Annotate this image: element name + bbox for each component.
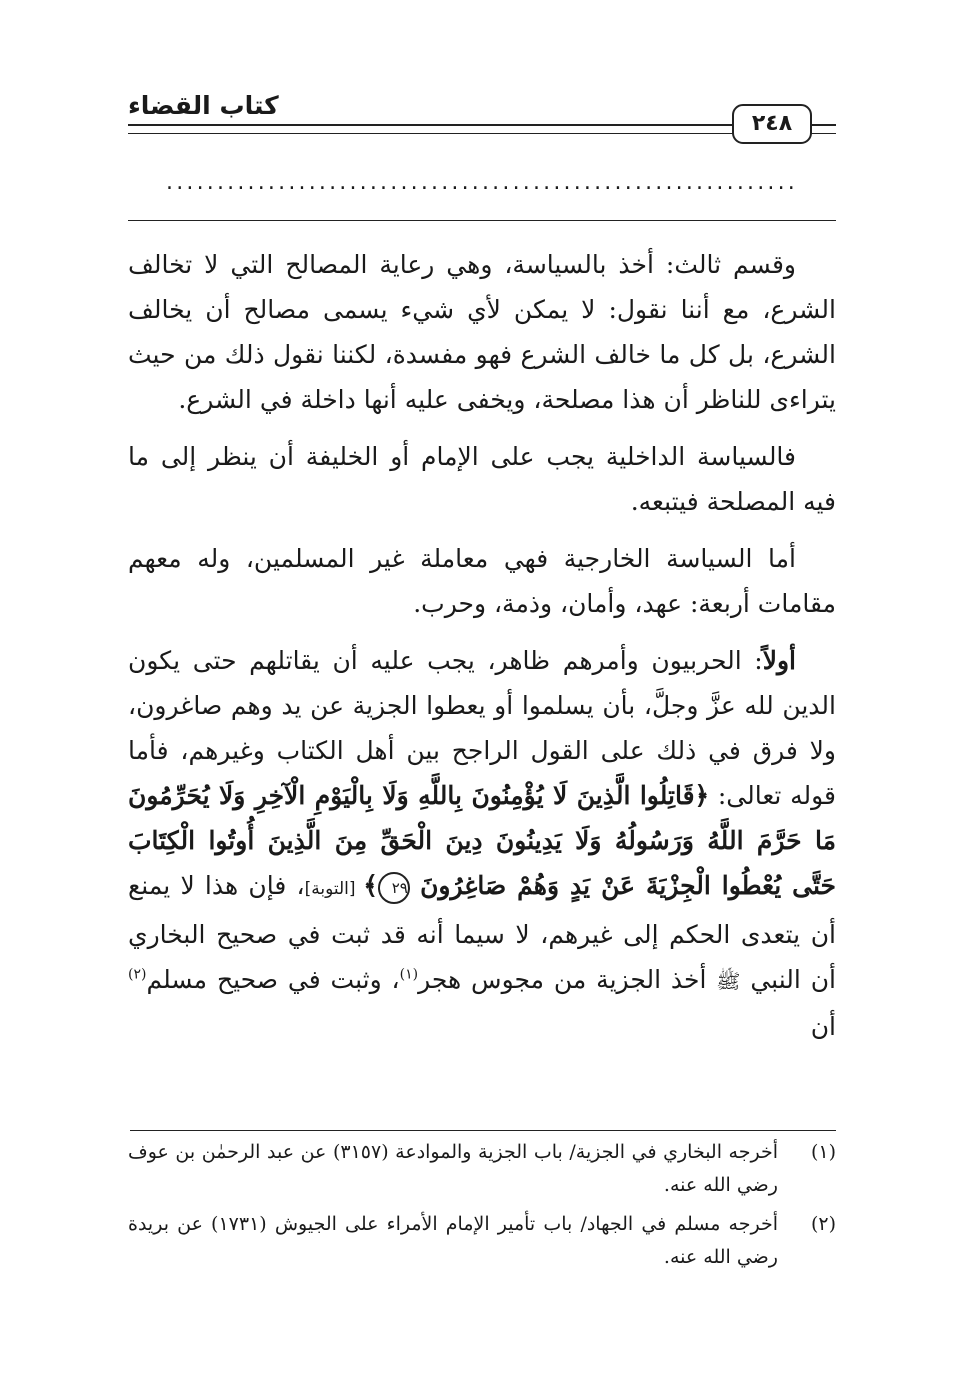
page-number: ٢٤٨ <box>732 104 812 144</box>
footnote-number: (٢) <box>810 1213 836 1235</box>
paragraph-4-text-e: أن <box>810 1012 836 1041</box>
paragraph-4 <box>128 638 836 1049</box>
footnote-text: أخرجه مسلم في الجهاد/ باب تأمير الإمام الأمراء على الجيوش (١٧٣١) عن بريدة رضي الله عنه. <box>128 1213 778 1268</box>
header-double-rule <box>128 124 836 134</box>
page-header <box>128 88 836 148</box>
footnote-ref-1[interactable]: (١) <box>399 966 419 983</box>
footnotes <box>128 1136 836 1280</box>
paragraph-4-text-b: ، فإن هذا لا يمنع أن يتعدى الحكم إلى غيرهم، لا سيما أنه قد ثبت في صحيح البخاري أن النبي <box>128 871 836 994</box>
footnote-ref-2[interactable]: (٢) <box>128 966 147 983</box>
paragraph-4-text-a: : الحربيون وأمرهم ظاهر، يجب عليه أن يقاتلهم حتى يكون الدين لله عزَّ وجلَّ، بأن يسلموا أو يعطوا الجزية عن يد وهم صاغرون، ولا فرق في ذلك على القول الراجح بين أهل الكتاب وغيرهم، فأما قوله تعالى: <box>128 646 836 810</box>
paragraph-1: وقسم ثالث: أخذ بالسياسة، وهي رعاية المصالح التي لا تخالف الشرع، مع أننا نقول: لا يمكن لأي شيء يسمى مصالح أن يخالف الشرع، بل كل ما خالف الشرع فهو مفسدة، لكننا نقول ذلك من حيث يتراءى للناظر أن هذا مصلحة، ويخفى عليه أنها داخلة في الشرع. <box>128 250 836 414</box>
main-text <box>128 242 836 1061</box>
paragraph-2: فالسياسة الداخلية يجب على الإمام أو الخليفة أن ينظر إلى ما فيه المصلحة فيتبعه. <box>128 442 836 516</box>
paragraph-4-text-d: ، وثبت في صحيح مسلم <box>146 965 400 994</box>
running-title: كتاب القضاء <box>128 88 291 124</box>
salawat-ligature: ﷺ <box>716 969 741 993</box>
footnote-rule <box>130 1130 836 1131</box>
quran-verse: ﴿قَاتِلُوا الَّذِينَ لَا يُؤْمِنُونَ بِاللَّهِ وَلَا بِالْيَوْمِ الْآخِرِ وَلَا يُحَرِّمُونَ مَا حَرَّمَ اللَّهُ وَرَسُولُهُ وَلَا يَدِينُونَ دِينَ الْحَقِّ مِنَ الَّذِينَ أُوتُوا الْكِتَابَ حَتَّى يُعْطُوا الْجِزْيَةَ عَنْ يَدٍ وَهُمْ صَاغِرُونَ <box>128 781 836 900</box>
lead-word: أولاً <box>762 646 796 675</box>
surah-reference: [التوبة] <box>304 879 364 899</box>
footnote-2 <box>128 1208 836 1274</box>
paragraph-4-text-c: أخذ الجزية من مجوس هجر <box>418 965 717 994</box>
paragraph-3: أما السياسة الخارجية فهي معاملة غير المسلمين، وله معهم مقامات أربعة: عهد، وأمان، وذمة، وحرب. <box>128 544 836 618</box>
header-rule <box>128 220 836 221</box>
footnote-number: (١) <box>810 1141 836 1163</box>
dotted-separator: .............................................................. <box>166 170 798 195</box>
ayah-number-marker: ٢٩ <box>378 872 410 904</box>
quran-close-bracket: ﴾ <box>363 871 378 900</box>
footnote-1 <box>128 1136 836 1202</box>
footnote-text: أخرجه البخاري في الجزية/ باب الجزية والموادعة (٣١٥٧) عن عبد الرحمٰن بن عوف رضي الله عنه. <box>128 1141 778 1196</box>
